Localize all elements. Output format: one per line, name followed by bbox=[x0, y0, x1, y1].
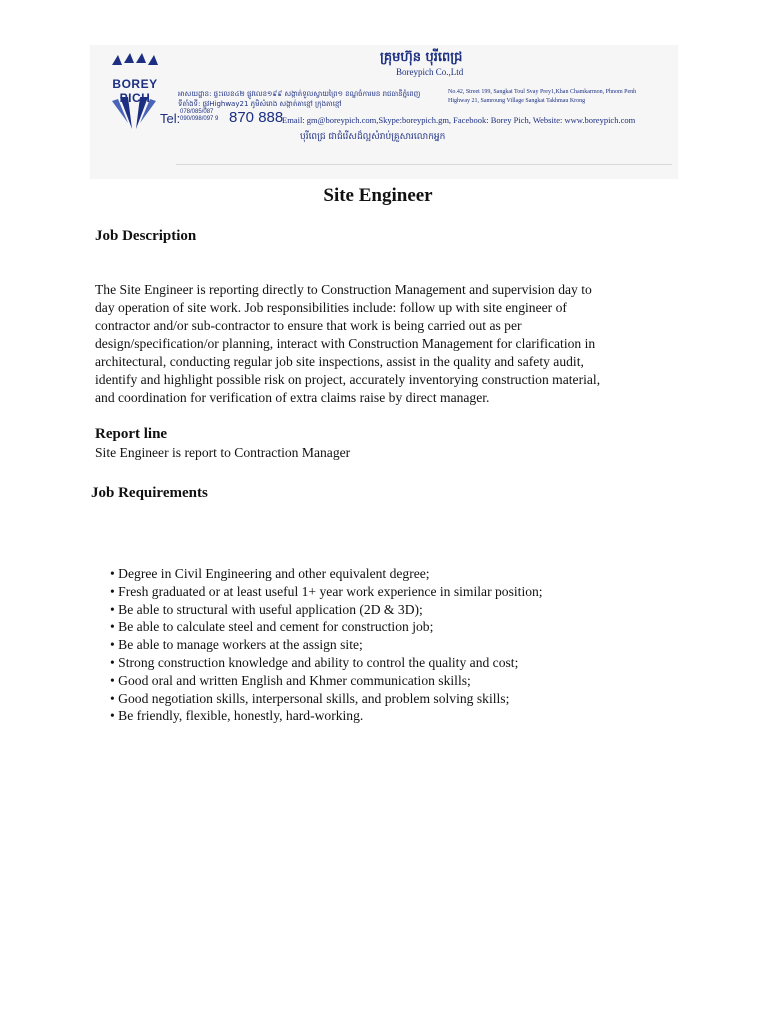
list-item: • Fresh graduated or at least useful 1+ year work experience in similar position; bbox=[110, 583, 543, 601]
paragraph-line: architectural, conducting regular job site inspections, assist in the quality and safety audit, bbox=[95, 354, 584, 369]
list-item: • Strong construction knowledge and ability to control the quality and cost; bbox=[110, 654, 543, 672]
job-requirements-heading: Job Requirements bbox=[91, 485, 208, 501]
tel-number: 870 888 bbox=[229, 109, 284, 126]
list-item: • Be able to calculate steel and cement for construction job; bbox=[110, 618, 543, 636]
slogan-khmer: បុរីពេជ្រ ជាជំរើសដ៏ល្អសំរាប់គ្រួសារលោកអ្នក bbox=[300, 132, 446, 142]
list-item: • Be friendly, flexible, honestly, hard-working. bbox=[110, 707, 543, 725]
address-khmer-line: អាសយដ្ឋាន: ផ្ទះលេខ៤២ ផ្លូវលេខ១៩៩ សង្កាត់ទួលស្វាយព្រៃ១ ខណ្ឌចំការមន រាជធានីភ្នំពេញ bbox=[178, 90, 421, 98]
list-item: • Good negotiation skills, interpersonal skills, and problem solving skills; bbox=[110, 690, 543, 708]
paragraph-line: day operation of site work. Job responsibilities include: follow up with site engineer of bbox=[95, 300, 567, 315]
paragraph-line: identify and highlight possible risk on project, accurately inventorying construction material, bbox=[95, 372, 601, 387]
tel-label: Tel: bbox=[160, 111, 181, 126]
address-khmer-line: ទីតាំងទី: ផ្លូវHighway21 ភូមិសំរោង សង្កាត់តាខ្មៅ ក្រុងតាខ្មៅ bbox=[178, 100, 342, 108]
company-name-khmer: គ្រុមហ៊ុន បុរីពេជ្រ bbox=[380, 50, 463, 65]
paragraph-line: and coordination for verification of extra claims raise by direct manager. bbox=[95, 390, 490, 405]
list-item: • Degree in Civil Engineering and other equivalent degree; bbox=[110, 565, 543, 583]
address-khmer bbox=[178, 89, 438, 109]
company-name-english: Boreypich Co.,Ltd bbox=[396, 67, 464, 77]
address-english-line: Highway 21, Samroung Village Sangkat Takhmau Krong bbox=[448, 98, 586, 104]
page-title: Site Engineer bbox=[323, 185, 433, 206]
letterhead bbox=[90, 45, 678, 179]
list-item: • Good oral and written English and Khmer communication skills; bbox=[110, 672, 543, 690]
requirements-list bbox=[110, 565, 543, 725]
paragraph-line: The Site Engineer is reporting directly to Construction Management and supervision day to bbox=[95, 282, 592, 297]
paragraph-line: contractor and/or sub-contractor to ensure that work is being carried out as per bbox=[95, 318, 522, 333]
tel-prefix-line: 090/098/097 9 bbox=[180, 116, 219, 122]
address-english bbox=[448, 88, 673, 106]
contact-info: Email: gm@boreypich.com,Skype:boreypich.gm, Facebook: Borey Pich, Website: www.boreypich.com bbox=[282, 115, 636, 125]
logo-text: BOREY PICH bbox=[112, 77, 158, 105]
report-line-heading: Report line bbox=[95, 426, 168, 442]
tel-prefixes bbox=[180, 109, 218, 123]
address-english-line: No.42, Street 199, Sangkat Toul Svay Prey1,Khan Chamkarmon, Phnom Penh bbox=[448, 89, 637, 95]
list-item: • Be able to structural with useful application (2D & 3D); bbox=[110, 601, 543, 619]
job-description-heading: Job Description bbox=[95, 228, 197, 244]
tel-prefix-line: 078/085/087 bbox=[180, 109, 214, 115]
list-item: • Be able to manage workers at the assign site; bbox=[110, 636, 543, 654]
letterhead-divider bbox=[176, 164, 672, 165]
report-line-text: Site Engineer is report to Contraction Manager bbox=[95, 445, 351, 460]
paragraph-line: design/specification/or planning, interact with Construction Management for clarification in bbox=[95, 336, 596, 351]
job-description-text bbox=[95, 281, 665, 407]
